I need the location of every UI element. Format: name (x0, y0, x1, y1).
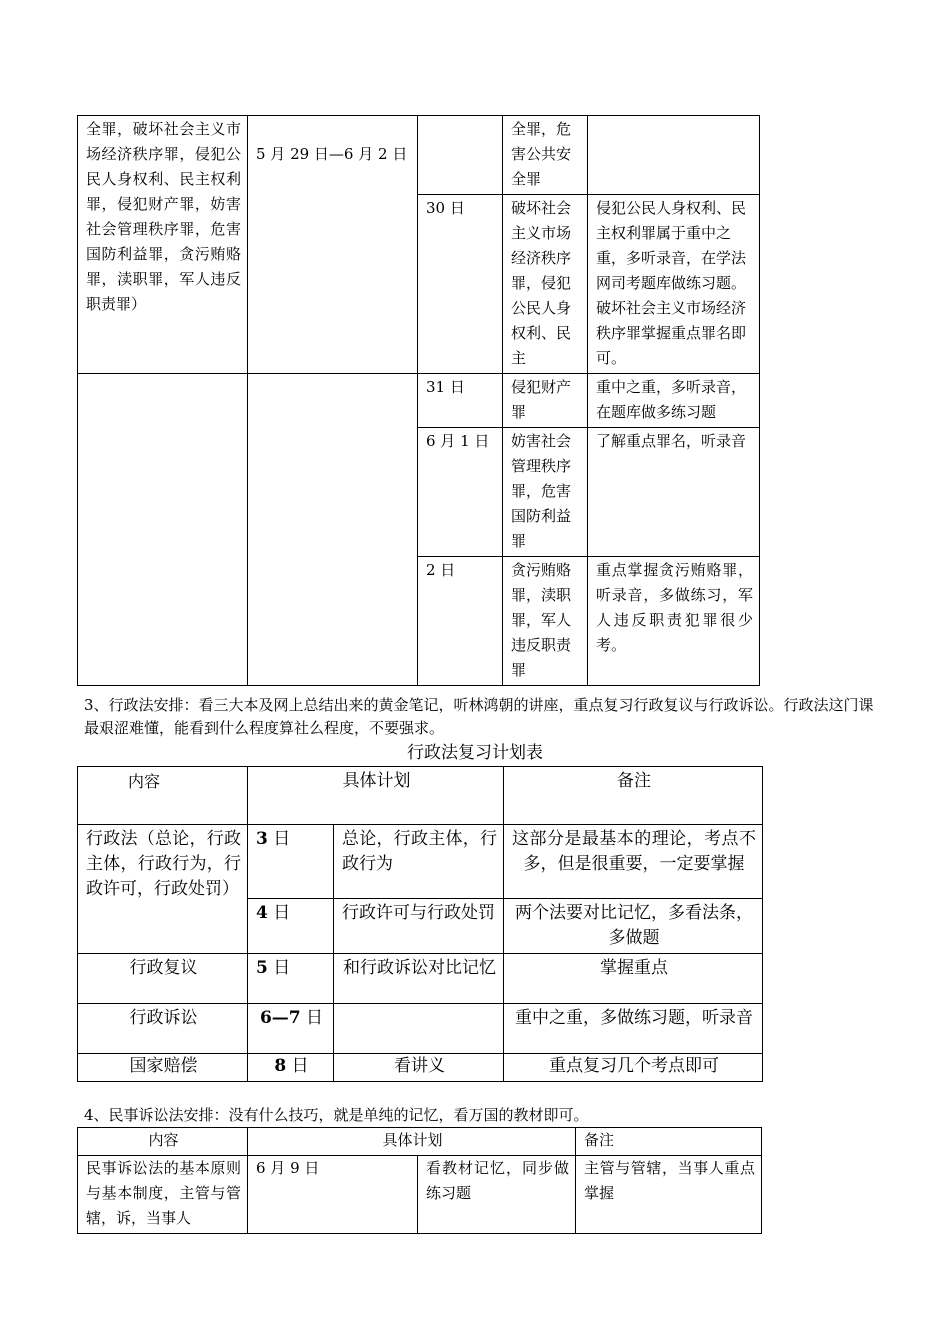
note-cell: 两个法要对比记忆，多看法条，多做题 (504, 899, 763, 954)
table-caption: 行政法复习计划表 (407, 743, 543, 763)
topic-cell: 侵犯财产罪 (503, 374, 588, 428)
note-cell: 掌握重点 (504, 954, 763, 1004)
content-cell: 民事诉讼法的基本原则与基本制度，主管与管辖，诉，当事人 (78, 1156, 248, 1234)
date-range-cell (248, 116, 418, 374)
day-cell: 6—7 日 (248, 1004, 334, 1054)
plan-cell: 行政许可与行政处罚 (334, 899, 504, 954)
plan-cell: 和行政诉讼对比记忆 (334, 954, 504, 1004)
note-cell: 重中之重，多做练习题，听录音 (504, 1004, 763, 1054)
header-content: 内容 (78, 767, 248, 825)
content-cell: 行政诉讼 (78, 1004, 248, 1054)
empty-cell (78, 374, 248, 686)
day-cell: 6 月 1 日 (418, 428, 503, 557)
criminal-law-plan-table (77, 115, 760, 686)
day-cell: 3 日 (248, 825, 334, 899)
day-cell: 30 日 (418, 195, 503, 374)
plan-cell: 看教材记忆，同步做练习题 (418, 1156, 576, 1234)
note-cell: 重中之重，多听录音，在题库做多练习题 (588, 374, 760, 428)
note-cell: 这部分是最基本的理论，考点不多，但是很重要，一定要掌握 (504, 825, 763, 899)
content-cell: 行政复议 (78, 954, 248, 1004)
note-cell: 重点复习几个考点即可 (504, 1054, 763, 1082)
topic-cell: 破坏社会主义市场经济秩序罪，侵犯公民人身权利、民主 (503, 195, 588, 374)
date-cell: 6 月 9 日 (248, 1156, 418, 1234)
table-header-row (78, 1128, 762, 1156)
topic-cell: 妨害社会管理秩序罪，危害国防利益罪 (503, 428, 588, 557)
section3-paragraph: 3、行政法安排：看三大本及网上总结出来的黄金笔记，听林鸿朝的讲座，重点复习行政复议与行政诉讼。行政法这门课最艰涩难懂，能看到什么程度算社么程度，不要强求。 (84, 696, 874, 737)
table-row (78, 825, 763, 899)
day-cell: 4 日 (248, 899, 334, 954)
topic-cell: 全罪，危害公共安全罪 (503, 116, 588, 195)
header-plan: 具体计划 (248, 767, 504, 825)
note-cell: 重点掌握贪污贿赂罪，听录音，多做练习，军人违反职责犯罪很少考。 (588, 557, 760, 686)
day-cell: 2 日 (418, 557, 503, 686)
table-row (78, 1054, 763, 1082)
content-cell: 全罪，破坏社会主义市场经济秩序罪，侵犯公民人身权利、民主权利罪，侵犯财产罪，妨害社会管理秩序罪，危害国防利益罪，贪污贿赂罪，渎职罪，军人违反职责罪） (78, 116, 248, 374)
day-cell (418, 116, 503, 195)
day-cell: 5 日 (248, 954, 334, 1004)
administrative-law-plan-table (77, 766, 763, 1082)
civil-procedure-plan-table (77, 1127, 762, 1234)
note-cell: 侵犯公民人身权利、民主权利罪属于重中之重，多听录音，在学法网司考题库做练习题。破坏社会主义市场经济秩序罪掌握重点罪名即可。 (588, 195, 760, 374)
content-cell: 国家赔偿 (78, 1054, 248, 1082)
header-note: 备注 (576, 1128, 762, 1156)
day-cell: 8 日 (248, 1054, 334, 1082)
table-row (78, 374, 760, 428)
empty-cell (248, 374, 418, 686)
table-row (78, 1004, 763, 1054)
content-cell: 行政法（总论，行政主体，行政行为，行政许可，行政处罚） (78, 825, 248, 954)
table-row (78, 1156, 762, 1234)
section4-paragraph: 4、民事诉讼法安排：没有什么技巧，就是单纯的记忆，看万国的教材即可。 (84, 1106, 589, 1124)
header-content: 内容 (78, 1128, 248, 1156)
note-cell: 主管与管辖，当事人重点掌握 (576, 1156, 762, 1234)
header-plan: 具体计划 (248, 1128, 576, 1156)
plan-cell: 总论，行政主体，行政行为 (334, 825, 504, 899)
plan-cell (334, 1004, 504, 1054)
table-header-row (78, 767, 763, 825)
table-row (78, 954, 763, 1004)
date-range-text: 5 月 29 日—6 月 2 日 (256, 145, 408, 163)
note-cell: 了解重点罪名，听录音 (588, 428, 760, 557)
note-cell (588, 116, 760, 195)
header-note: 备注 (504, 767, 763, 825)
topic-cell: 贪污贿赂罪，渎职罪，军人违反职责罪 (503, 557, 588, 686)
table-row (78, 116, 760, 195)
day-cell: 31 日 (418, 374, 503, 428)
plan-cell: 看讲义 (334, 1054, 504, 1082)
